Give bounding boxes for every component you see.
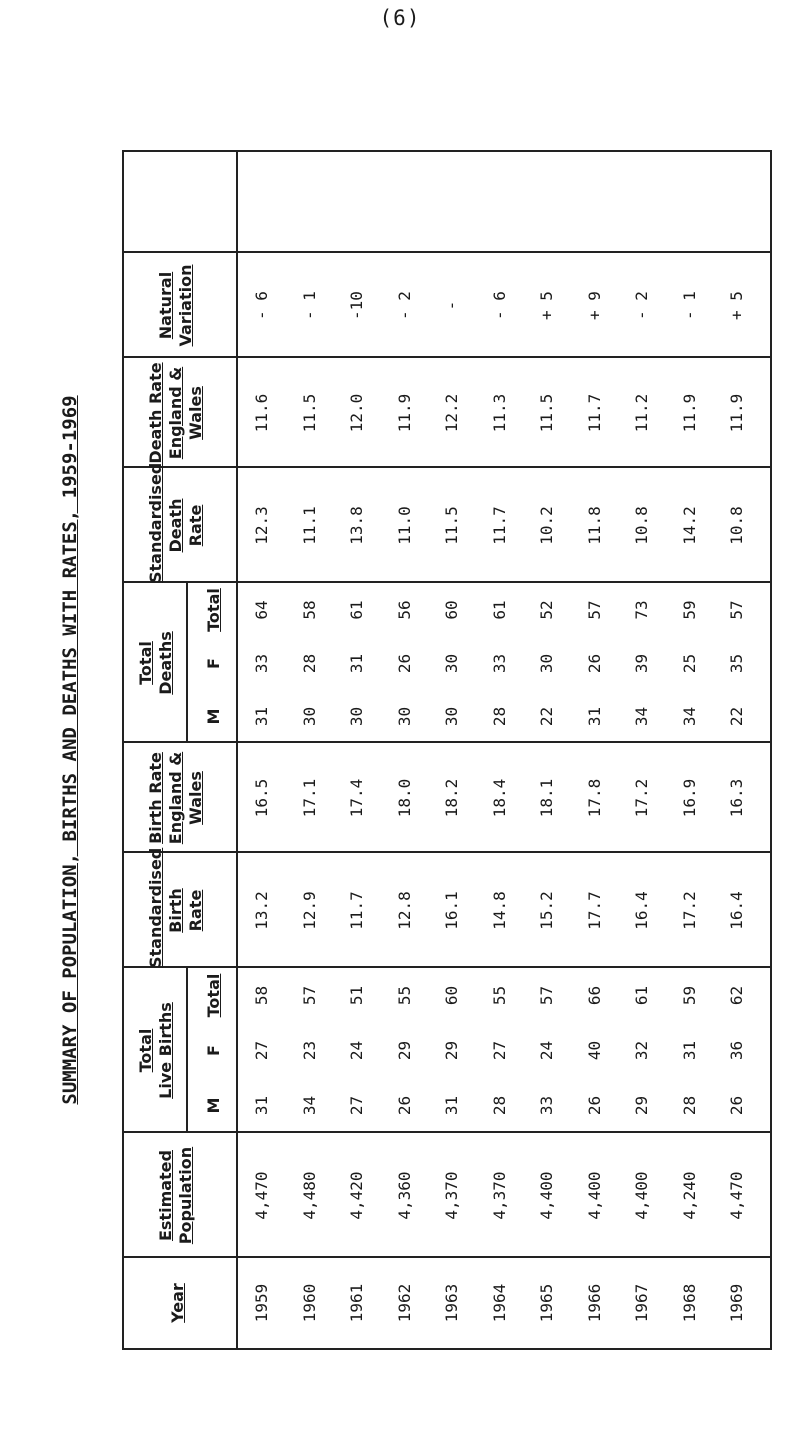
cell-standardised-death-rate: 10.8 [632, 506, 651, 545]
cell-death-rate-england-wales: 11.6 [252, 393, 271, 433]
cell-standardised-death-rate: 10.8 [727, 506, 746, 545]
cell-estimated-population: 4,370 [442, 1171, 461, 1220]
cell-births-m: 33 [537, 1095, 556, 1116]
cell-births-total: 60 [442, 985, 461, 1006]
cell-deaths-total: 52 [537, 600, 556, 620]
cell-natural-variation: + 9 [584, 291, 604, 320]
cell-natural-variation: - [442, 300, 461, 311]
cell-standardised-birth-rate: 12.8 [394, 891, 414, 930]
cell-births-total: 66 [584, 985, 604, 1006]
header-sub-m: M [204, 1097, 223, 1114]
cell-natural-variation: + 5 [537, 291, 556, 320]
cell-deaths-f: 26 [584, 653, 604, 674]
cell-birth-rate-england-wales: 18.1 [537, 778, 556, 818]
cell-deaths-f: 33 [489, 653, 509, 674]
cell-births-total: 51 [347, 985, 366, 1006]
cell-births-f: 36 [727, 1040, 746, 1061]
header-deaths-m: M [204, 708, 223, 725]
cell-death-rate-england-wales: 11.7 [584, 393, 604, 433]
header-standardised-death-rate: Standardised Death Rate [146, 462, 205, 583]
cell-death-rate-england-wales: 11.5 [299, 393, 319, 433]
cell-standardised-death-rate: 11.7 [489, 506, 509, 545]
page-number: (6) [379, 6, 421, 30]
cell-deaths-f: 26 [394, 653, 414, 674]
cell-deaths-m: 30 [347, 706, 366, 727]
cell-births-f: 27 [489, 1040, 509, 1061]
page-title: SUMMARY OF POPULATION, BIRTHS AND DEATHS WITH RATES, 1959-1969 [59, 395, 81, 1105]
cell-births-f: 29 [442, 1040, 461, 1061]
cell-deaths-total: 56 [394, 600, 414, 620]
header-estimated-population: Estimated Population [156, 1146, 195, 1245]
header-birth-rate-england-wales: Birth Rate England & Wales [146, 751, 205, 845]
cell-births-f: 24 [537, 1040, 556, 1061]
cell-standardised-birth-rate: 17.2 [679, 891, 699, 930]
cell-births-m: 31 [442, 1095, 461, 1116]
cell-births-m: 27 [347, 1095, 366, 1116]
cell-deaths-total: 61 [347, 600, 366, 620]
cell-death-rate-england-wales: 11.9 [394, 393, 414, 433]
cell-births-m: 28 [489, 1095, 509, 1116]
cell-standardised-death-rate: 11.8 [584, 506, 604, 545]
cell-births-total: 59 [679, 985, 699, 1006]
cell-estimated-population: 4,400 [632, 1171, 651, 1220]
header-sub-total: Total [204, 973, 223, 1018]
cell-standardised-birth-rate: 16.1 [442, 891, 461, 930]
cell-births-total: 55 [489, 985, 509, 1006]
cell-birth-rate-england-wales: 18.0 [394, 778, 414, 818]
summary-table [122, 150, 772, 1350]
cell-births-m: 26 [394, 1095, 414, 1116]
cell-standardised-birth-rate: 11.7 [347, 891, 366, 930]
header-sub-f: F [204, 1045, 223, 1056]
cell-deaths-m: 34 [679, 706, 699, 727]
cell-birth-rate-england-wales: 18.2 [442, 778, 461, 818]
header-total-deaths: Total Deaths [136, 631, 175, 695]
cell-deaths-m: 30 [442, 706, 461, 727]
cell-death-rate-england-wales: 12.0 [347, 393, 366, 433]
cell-birth-rate-england-wales: 16.9 [679, 778, 699, 818]
cell-deaths-total: 73 [632, 600, 651, 620]
cell-deaths-f: 25 [679, 653, 699, 674]
cell-standardised-birth-rate: 14.8 [489, 891, 509, 930]
cell-estimated-population: 4,370 [489, 1171, 509, 1220]
cell-standardised-birth-rate: 15.2 [537, 891, 556, 930]
cell-birth-rate-england-wales: 17.1 [299, 778, 319, 818]
cell-standardised-birth-rate: 16.4 [727, 891, 746, 930]
cell-estimated-population: 4,360 [394, 1171, 414, 1220]
cell-birth-rate-england-wales: 17.4 [347, 778, 366, 818]
cell-deaths-f: 35 [727, 653, 746, 674]
cell-standardised-death-rate: 11.5 [442, 506, 461, 545]
cell-standardised-death-rate: 12.3 [252, 506, 271, 545]
cell-births-m: 28 [679, 1095, 699, 1116]
cell-births-f: 31 [679, 1040, 699, 1061]
cell-deaths-f: 30 [442, 653, 461, 674]
header-standardised-birth-rate: Standardised Birth Rate [146, 847, 205, 968]
cell-estimated-population: 4,480 [299, 1171, 319, 1220]
header-deaths-f: F [204, 658, 223, 669]
cell-deaths-m: 30 [394, 706, 414, 727]
cell-deaths-total: 60 [442, 600, 461, 620]
header-total-live-births: Total Live Births [136, 1002, 175, 1099]
cell-deaths-total: 61 [489, 600, 509, 620]
cell-standardised-death-rate: 11.0 [394, 506, 414, 545]
cell-births-total: 57 [299, 985, 319, 1006]
cell-year: 1964 [489, 1283, 509, 1323]
header-deaths-total: Total [204, 588, 223, 632]
cell-deaths-m: 31 [584, 706, 604, 727]
cell-births-m: 31 [252, 1095, 271, 1116]
cell-births-f: 23 [299, 1040, 319, 1061]
cell-deaths-m: 22 [727, 706, 746, 727]
cell-year: 1969 [727, 1283, 746, 1323]
cell-year: 1968 [679, 1283, 699, 1323]
cell-natural-variation: - 2 [394, 291, 414, 320]
cell-estimated-population: 4,470 [252, 1171, 271, 1220]
cell-natural-variation: -10 [347, 291, 366, 320]
cell-natural-variation: - 1 [299, 291, 319, 320]
cell-births-f: 32 [632, 1040, 651, 1061]
cell-year: 1962 [394, 1283, 414, 1323]
cell-births-total: 62 [727, 985, 746, 1006]
cell-birth-rate-england-wales: 18.4 [489, 778, 509, 818]
cell-deaths-m: 34 [632, 706, 651, 727]
cell-natural-variation: - 6 [489, 291, 509, 320]
cell-birth-rate-england-wales: 17.8 [584, 778, 604, 818]
cell-births-m: 26 [727, 1095, 746, 1116]
cell-births-m: 26 [584, 1095, 604, 1116]
cell-deaths-total: 58 [299, 600, 319, 620]
cell-births-f: 24 [347, 1040, 366, 1061]
cell-estimated-population: 4,470 [727, 1171, 746, 1220]
cell-births-total: 58 [252, 985, 271, 1006]
cell-standardised-death-rate: 13.8 [347, 506, 366, 545]
cell-standardised-birth-rate: 13.2 [252, 891, 271, 930]
cell-births-f: 27 [252, 1040, 271, 1061]
cell-deaths-total: 57 [727, 600, 746, 620]
cell-year: 1965 [537, 1283, 556, 1323]
cell-birth-rate-england-wales: 17.2 [632, 778, 651, 818]
cell-death-rate-england-wales: 12.2 [442, 393, 461, 433]
cell-year: 1960 [299, 1283, 319, 1323]
cell-natural-variation: - 2 [632, 291, 651, 320]
cell-natural-variation: + 5 [727, 291, 746, 320]
cell-births-f: 40 [584, 1040, 604, 1061]
cell-standardised-death-rate: 11.1 [299, 506, 319, 545]
cell-year: 1959 [252, 1283, 271, 1323]
cell-estimated-population: 4,400 [537, 1171, 556, 1220]
cell-deaths-f: 33 [252, 653, 271, 674]
cell-deaths-m: 30 [299, 706, 319, 727]
cell-deaths-m: 22 [537, 706, 556, 727]
cell-year: 1961 [347, 1283, 366, 1323]
rotated-table-area [50, 150, 790, 1350]
cell-deaths-m: 31 [252, 706, 271, 727]
cell-deaths-total: 57 [584, 600, 604, 620]
header-natural-variation: Natural Variation [156, 264, 195, 347]
cell-births-total: 55 [394, 985, 414, 1006]
cell-deaths-total: 64 [252, 600, 271, 620]
cell-natural-variation: - 1 [679, 291, 699, 320]
cell-deaths-m: 28 [489, 706, 509, 727]
cell-birth-rate-england-wales: 16.3 [727, 778, 746, 818]
cell-deaths-f: 31 [347, 653, 366, 674]
cell-deaths-total: 59 [679, 600, 699, 620]
cell-death-rate-england-wales: 11.9 [679, 393, 699, 433]
cell-estimated-population: 4,420 [347, 1171, 366, 1220]
cell-death-rate-england-wales: 11.5 [537, 393, 556, 433]
cell-year: 1967 [632, 1283, 651, 1323]
cell-estimated-population: 4,400 [584, 1171, 604, 1220]
cell-death-rate-england-wales: 11.9 [727, 393, 746, 433]
cell-deaths-f: 39 [632, 653, 651, 674]
cell-births-m: 34 [299, 1095, 319, 1116]
cell-estimated-population: 4,240 [679, 1171, 699, 1220]
header-year: Year [168, 1283, 187, 1323]
cell-year: 1963 [442, 1283, 461, 1323]
cell-standardised-death-rate: 14.2 [679, 506, 699, 545]
cell-births-total: 61 [632, 985, 651, 1006]
cell-standardised-death-rate: 10.2 [537, 506, 556, 545]
cell-death-rate-england-wales: 11.2 [632, 393, 651, 433]
cell-deaths-f: 30 [537, 653, 556, 674]
cell-standardised-birth-rate: 16.4 [632, 891, 651, 930]
cell-births-f: 29 [394, 1040, 414, 1061]
cell-births-total: 57 [537, 985, 556, 1006]
cell-standardised-birth-rate: 17.7 [584, 891, 604, 930]
cell-deaths-f: 28 [299, 653, 319, 674]
header-death-rate-england-wales: Death Rate England & Wales [146, 362, 205, 464]
cell-births-m: 29 [632, 1095, 651, 1116]
cell-death-rate-england-wales: 11.3 [489, 393, 509, 433]
cell-year: 1966 [584, 1283, 604, 1323]
cell-standardised-birth-rate: 12.9 [299, 891, 319, 930]
cell-natural-variation: - 6 [252, 291, 271, 320]
cell-birth-rate-england-wales: 16.5 [252, 778, 271, 818]
